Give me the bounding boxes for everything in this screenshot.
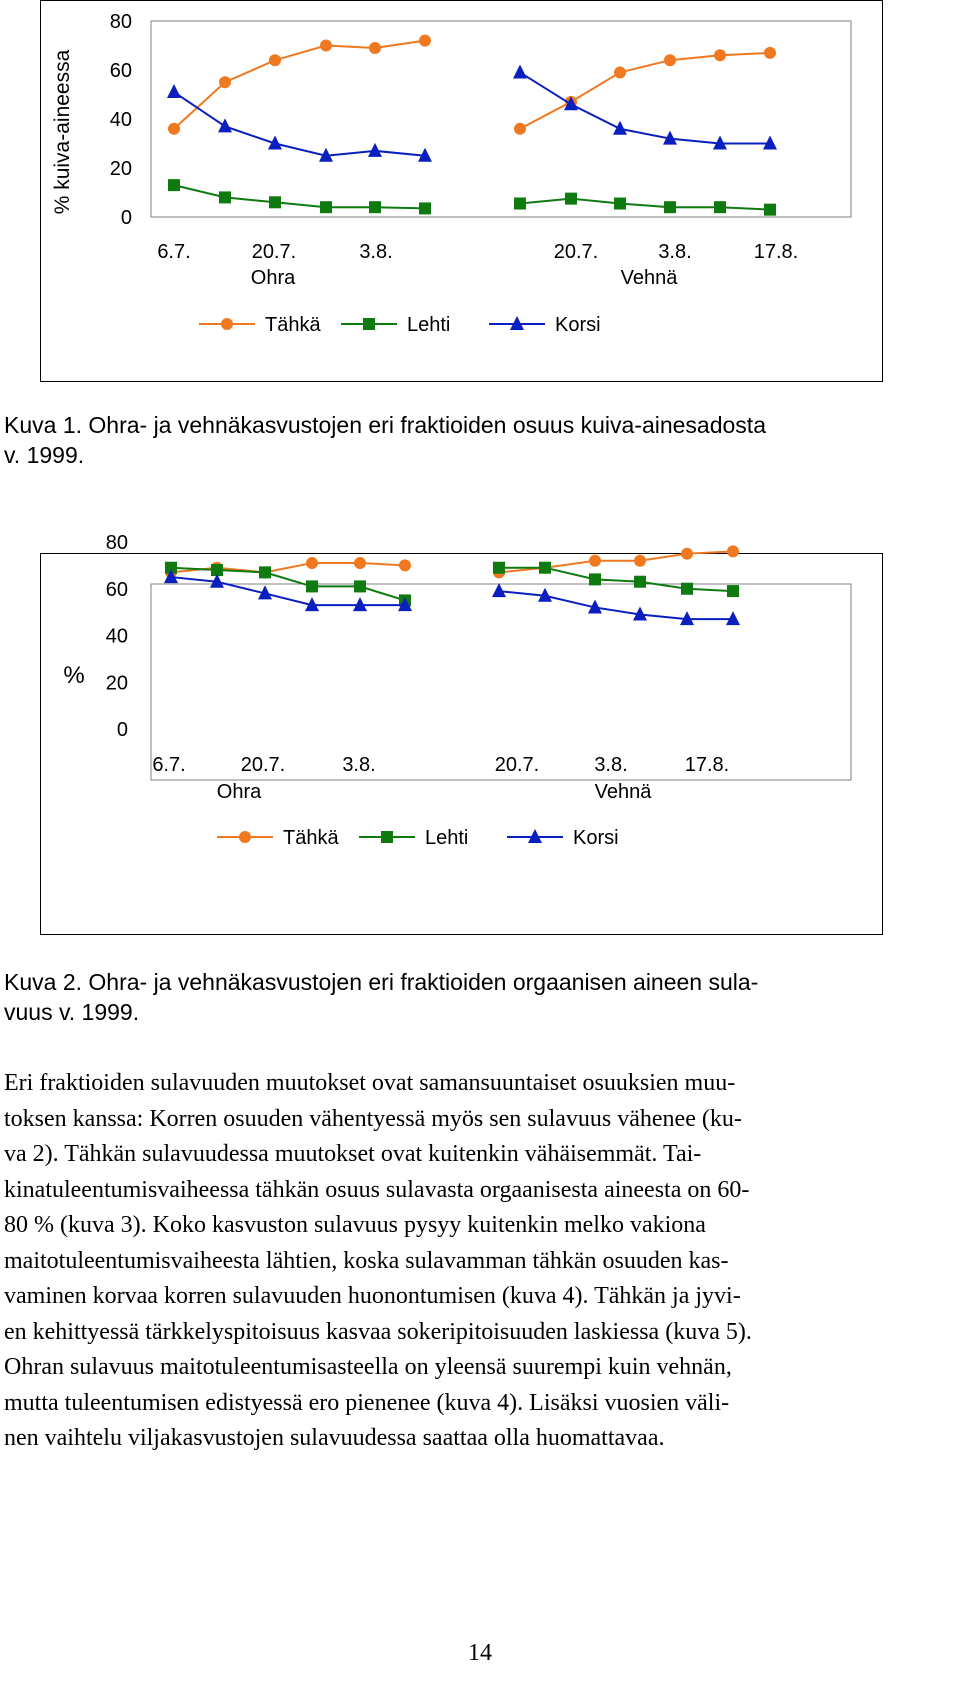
paragraph-line: vaminen korvaa korren sulavuuden huonontumisen (kuva 4). Tähkän ja jyvi-	[4, 1283, 741, 1309]
data-point	[320, 201, 332, 213]
y-tick-label: 20	[105, 672, 128, 695]
data-point	[634, 576, 646, 588]
data-point	[219, 76, 231, 88]
x-tick-label: 17.8.	[753, 241, 799, 263]
page-number: 14	[468, 1640, 492, 1666]
series-line-vehnä-tähkä	[499, 551, 733, 572]
legend-marker	[239, 831, 251, 843]
figure-1-caption	[4, 410, 956, 470]
x-tick-label: 20.7.	[240, 754, 286, 776]
paragraph-line: 80 % (kuva 3). Koko kasvuston sulavuus pysyy kuitenkin melko vakiona	[4, 1212, 706, 1238]
data-point	[614, 66, 626, 78]
data-point	[681, 583, 693, 595]
x-tick-label: 6.7.	[157, 241, 191, 263]
data-point	[614, 198, 626, 210]
group-label: Vehnä	[594, 781, 652, 803]
y-tick-label: 60	[109, 60, 132, 82]
data-point	[764, 204, 776, 216]
y-tick-label: 80	[105, 532, 128, 554]
legend	[217, 827, 619, 849]
figure-2-svg	[41, 532, 882, 934]
x-tick-label: 3.8.	[594, 754, 628, 776]
caption-line: Kuva 1. Ohra- ja vehnäkasvustojen eri fraktioiden osuus kuiva-ainesadosta	[4, 412, 766, 438]
y-tick-label: 0	[120, 207, 132, 229]
y-tick-label: 40	[109, 109, 132, 131]
body-paragraph	[4, 1066, 956, 1457]
figure-2-caption	[4, 967, 956, 1027]
data-point	[399, 559, 411, 571]
series-line-ohra-tähkä	[171, 563, 405, 572]
data-point	[354, 557, 366, 569]
y-tick-labels	[106, 532, 128, 741]
data-point	[168, 179, 180, 191]
x-tick-label: 17.8.	[684, 754, 730, 776]
figure-1-svg	[41, 1, 882, 381]
legend-marker	[381, 831, 393, 843]
paragraph-line: toksen kanssa: Korren osuuden vähentyessä myös sen sulavuus vähenee (ku-	[4, 1105, 742, 1132]
data-point	[589, 555, 601, 567]
group-label: Vehnä	[620, 267, 678, 289]
data-point	[714, 201, 726, 213]
data-point	[369, 42, 381, 54]
x-tick-label: 20.7.	[251, 241, 297, 263]
y-tick-label: 40	[105, 625, 128, 648]
y-tick-label: 0	[116, 719, 128, 741]
figure-1-chart	[40, 0, 883, 382]
paragraph-line: maitotuleentumisvaiheesta lähtien, koska sulavamman tähkän osuuden kas-	[4, 1247, 729, 1274]
data-point	[419, 35, 431, 47]
paragraph-line: kinatuleentumisvaiheessa tähkän osuus sulavasta orgaanisesta aineesta on 60-	[4, 1176, 750, 1203]
legend-marker	[363, 318, 375, 330]
data-point	[589, 573, 601, 585]
group-label: Ohra	[250, 267, 296, 289]
figure-2-chart	[40, 532, 883, 935]
data-point	[168, 123, 180, 135]
data-point	[259, 566, 271, 578]
x-tick-label: 20.7.	[494, 754, 540, 776]
legend-label: Korsi	[573, 827, 619, 849]
paragraph-line: va 2). Tähkän sulavuudessa muutokset ovat kuitenkin vähäisemmät. Tai-	[4, 1141, 702, 1167]
legend-label: Korsi	[555, 314, 601, 336]
x-tick-label: 3.8.	[359, 241, 393, 263]
data-point	[354, 580, 366, 592]
legend-label: Tähkä	[265, 314, 321, 336]
data-point	[419, 202, 431, 214]
legend-label: Tähkä	[283, 827, 339, 849]
plot-area	[151, 584, 851, 780]
y-tick-labels	[110, 11, 132, 229]
x-tick-label: 3.8.	[342, 754, 376, 776]
data-point	[764, 47, 776, 59]
y-axis-label: %	[63, 662, 85, 689]
legend-label: Lehti	[425, 827, 469, 849]
data-point	[727, 585, 739, 597]
group-label: Ohra	[216, 781, 262, 803]
paragraph-line: Ohran sulavuus maitotuleentumisasteella on yleensä suurempi kuin vehnän,	[4, 1354, 732, 1380]
data-point	[369, 201, 381, 213]
data-point	[634, 555, 646, 567]
legend-label: Lehti	[407, 314, 451, 336]
data-point	[664, 201, 676, 213]
data-point	[219, 191, 231, 203]
plot-area	[151, 21, 851, 217]
caption-line: vuus v. 1999.	[4, 999, 140, 1025]
legend-marker	[221, 318, 233, 330]
paragraph-line: en kehittyessä tärkkelyspitoisuus kasvaa sokeripitoisuuden laskiessa (kuva 5).	[4, 1318, 752, 1345]
data-point	[306, 557, 318, 569]
data-point	[269, 54, 281, 66]
data-point	[514, 198, 526, 210]
x-tick-labels	[157, 241, 798, 263]
data-point	[320, 40, 332, 52]
y-axis-label: % kuiva-aineessa	[51, 49, 74, 215]
x-tick-label: 6.7.	[152, 754, 186, 776]
paragraph-line: nen vaihtelu viljakasvustojen sulavuudessa saattaa olla huomattavaa.	[4, 1425, 665, 1451]
data-point	[714, 49, 726, 61]
data-point	[306, 580, 318, 592]
data-point	[269, 196, 281, 208]
y-tick-label: 20	[109, 158, 132, 180]
x-tick-label: 20.7.	[553, 241, 599, 263]
data-point	[664, 54, 676, 66]
data-point	[727, 545, 739, 557]
y-tick-label: 60	[105, 578, 128, 601]
y-tick-label: 80	[109, 11, 132, 33]
data-point	[565, 193, 577, 205]
data-point	[514, 123, 526, 135]
paragraph-line: Eri fraktioiden sulavuuden muutokset ovat samansuuntaiset osuuksien muu-	[4, 1070, 736, 1096]
caption-line: Kuva 2. Ohra- ja vehnäkasvustojen eri fraktioiden orgaanisen aineen sula-	[4, 969, 759, 995]
x-tick-label: 3.8.	[658, 241, 692, 263]
data-point	[493, 562, 505, 574]
data-point	[681, 548, 693, 560]
caption-line: v. 1999.	[4, 442, 85, 468]
paragraph-line: mutta tuleentumisen edistyessä ero pienenee (kuva 4). Lisäksi vuosien väli-	[4, 1389, 730, 1416]
legend	[199, 314, 601, 336]
group-labels	[217, 781, 652, 803]
data-point	[539, 562, 551, 574]
group-labels	[251, 267, 678, 289]
